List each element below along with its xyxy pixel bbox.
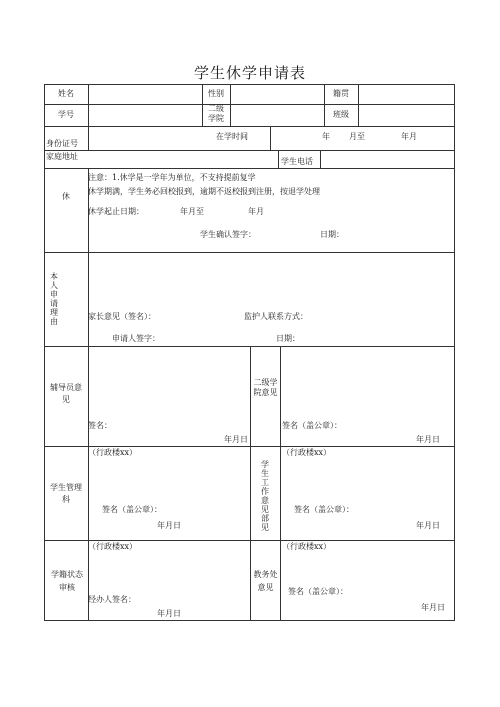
suspension-period-from: 年月至 (180, 207, 204, 216)
application-form-table (44, 84, 455, 621)
counselor-date-label: 年月日 (224, 435, 248, 444)
applicant-sign-label: 申请人签字： (112, 334, 160, 343)
notice-line-1: 注意：1.休学是一学年为单位，不支持提前复学 (88, 173, 256, 182)
id-number-label: 身份证号 (46, 139, 78, 148)
student-confirm-sign: 学生确认签字： (200, 230, 256, 239)
parent-opinion-label: 家长意见（签名）： (88, 312, 156, 321)
grid-line (230, 84, 231, 126)
student-affairs-label: 学生工作意见部见 (261, 460, 269, 532)
name-label: 姓名 (58, 89, 74, 98)
grid-line (88, 84, 89, 150)
college-opinion-label: 二级学院意见 (253, 378, 278, 397)
student-affairs-sign: 签名（盖公章）： (294, 505, 354, 514)
grid-line (270, 126, 271, 150)
counselor-label: 辅导员意见 (50, 383, 82, 404)
student-mgmt-label: 学生管理科 (50, 483, 82, 504)
grid-line (358, 84, 359, 126)
student-id-label: 学号 (58, 110, 74, 119)
address-label: 家庭地址 (46, 152, 78, 161)
class-label: 班级 (333, 110, 349, 119)
grid-line (280, 346, 281, 621)
academic-affairs-sign: 签名（盖公章）： (288, 587, 348, 596)
enroll-month-to-label: 月至 (349, 132, 365, 141)
student-affairs-date: 年月日 (416, 521, 440, 530)
handler-sign-label: 经办人签名： (88, 595, 136, 604)
grid-line (320, 150, 321, 168)
status-review-building: （行政楼xx） (88, 542, 138, 551)
college-date-label: 年月日 (416, 435, 440, 444)
academic-affairs-label: 教务处意见 (253, 570, 278, 592)
grid-line (44, 252, 455, 253)
counselor-sign-label: 签名： (88, 421, 112, 430)
confirm-date-label: 日期： (320, 230, 344, 239)
phone-label: 学生电话 (281, 157, 313, 166)
suspension-period-label: 休学起止日期： (88, 207, 144, 216)
grid-line (44, 126, 455, 127)
grid-line (278, 150, 279, 168)
grid-line (44, 84, 455, 85)
enroll-period-label: 在学时间 (216, 132, 248, 141)
grid-line (88, 168, 89, 621)
student-mgmt-date: 年月日 (157, 521, 181, 530)
gender-label: 性别 (208, 89, 224, 98)
student-affairs-building: （行政楼xx） (282, 448, 332, 457)
grid-line (44, 168, 455, 169)
student-mgmt-building: （行政楼xx） (88, 448, 138, 457)
notice-line-2: 休学期满，学生务必回校报到，逾期不返校报到注册，按退学处理 (88, 187, 320, 196)
college-sign-label: 签名（盖公章）： (282, 421, 342, 430)
grid-line (44, 150, 455, 151)
form-title: 学生休学申请表 (193, 64, 306, 82)
grid-line (44, 84, 45, 621)
enroll-end-label: 年月 (401, 132, 417, 141)
applicant-date-label: 日期： (276, 334, 300, 343)
student-mgmt-sign: 签名（盖公章）： (102, 505, 162, 514)
academic-affairs-date: 年月日 (421, 603, 445, 612)
college-label: 二级 学院 (208, 104, 224, 123)
academic-affairs-building: （行政楼xx） (282, 542, 332, 551)
guardian-contact-label: 监护人联系方式： (244, 312, 308, 321)
status-review-date: 年月日 (157, 609, 181, 618)
enroll-year-label: 年 (322, 132, 330, 141)
status-review-label: 学籍状态审核 (51, 570, 83, 592)
suspension-label: 休 (62, 192, 70, 201)
reason-label: 本人申请理由 (50, 272, 58, 326)
suspension-period-to: 年月 (248, 207, 264, 216)
grid-line (454, 84, 455, 621)
grid-line (44, 104, 455, 105)
origin-label: 籍贯 (333, 89, 349, 98)
